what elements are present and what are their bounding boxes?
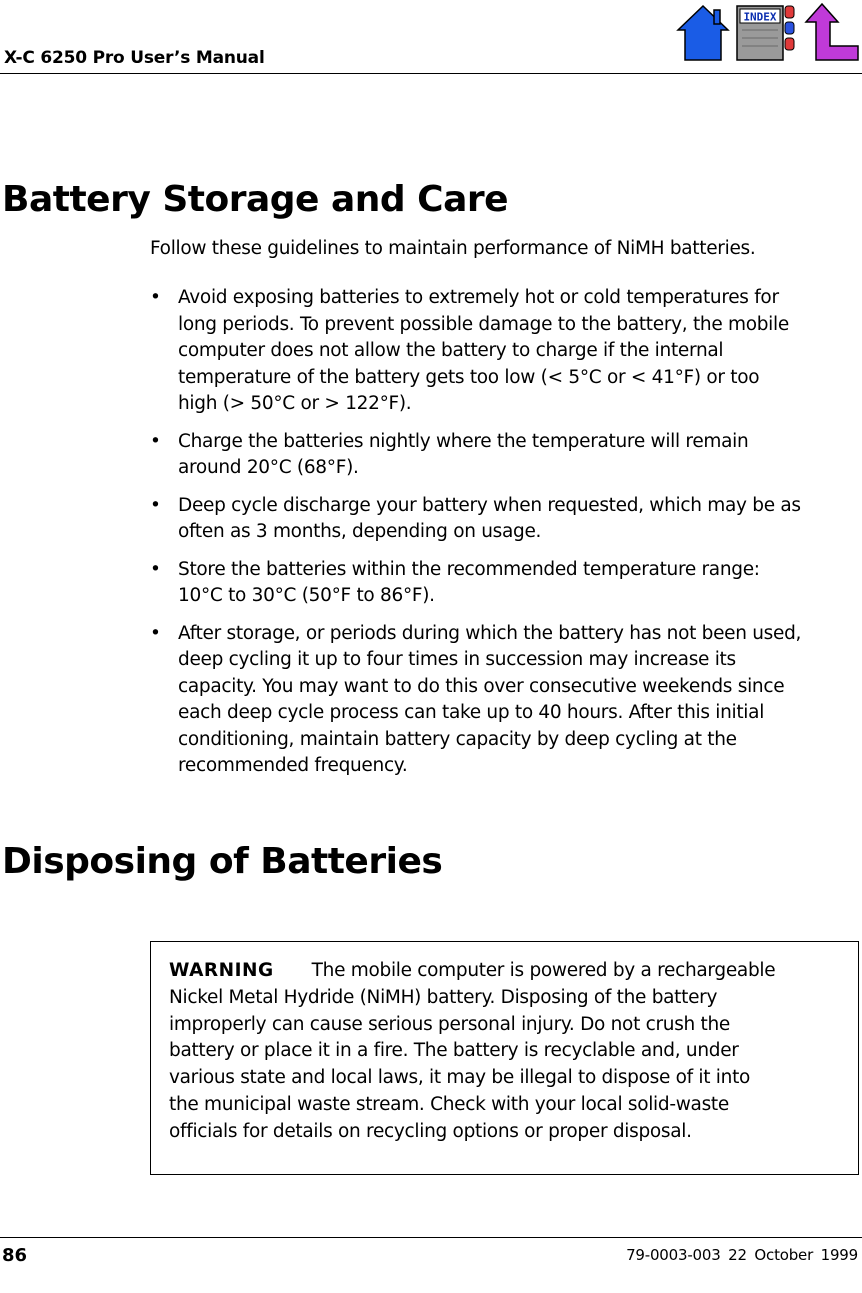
document-info: [626, 1246, 858, 1264]
storage-intro: Follow these guidelines to maintain performance of NiMH batteries.: [150, 238, 756, 259]
bullet-glyph: •: [150, 287, 161, 308]
bullet-glyph: •: [150, 494, 161, 516]
list-item: [150, 557, 862, 610]
bullet-glyph: •: [150, 622, 161, 644]
list-item-text: Charge the batteries nightly where the temperature will remain around 20°C (68°F).: [178, 430, 749, 478]
up-arrow-icon[interactable]: [804, 2, 860, 62]
document-number: 79-0003-003: [626, 1246, 721, 1264]
list-item-text: Deep cycle discharge your battery when requested, which may be as often as 3 months, depending on usage.: [178, 494, 801, 542]
list-item: [150, 621, 862, 780]
index-icon[interactable]: [736, 2, 796, 62]
index-icon-label: INDEX: [743, 10, 777, 24]
document-date: 22 October 1999: [728, 1246, 858, 1264]
list-item-text: Avoid exposing batteries to extremely hot or cold temperatures for long periods. To prevent possible damage to the battery, the mobile computer does not allow the battery to charge if the internal temperature of the battery gets too low (< 5°C or < 41°F) or too high (> 50°C or > 122°F).: [178, 287, 789, 414]
warning-text: The mobile computer is powered by a rechargeable Nickel Metal Hydride (NiMH) battery. Disposing of the battery improperly can cause serious personal injury. Do not crush the battery or place it in a fire. The battery is recyclable and, under various state and local laws, it may be illegal to dispose of it into the municipal waste stream. Check with your local solid-waste officials for details on recycling options or proper disposal.: [169, 960, 776, 1142]
navigation-icons: [676, 2, 862, 64]
bullet-glyph: •: [150, 430, 161, 452]
bullet-glyph: •: [150, 558, 161, 580]
warning-box: [150, 941, 859, 1175]
warning-paragraph: [169, 958, 849, 1146]
warning-label: WARNING: [169, 960, 274, 981]
storage-guidelines-list: [150, 285, 862, 791]
list-item: [150, 429, 862, 482]
home-icon[interactable]: [676, 2, 730, 62]
header-divider: [0, 73, 862, 74]
manual-title: X-C 6250 Pro User’s Manual: [4, 48, 265, 68]
page-number: 86: [2, 1245, 28, 1266]
storage-heading: Battery Storage and Care: [2, 179, 509, 220]
disposal-heading: Disposing of Batteries: [2, 841, 443, 882]
list-item-text: After storage, or periods during which the battery has not been used, deep cycling it up to four times in succession may increase its capacity. You may want to do this over consecutive weekends since each deep cycle process can take up to 40 hours. After this initial conditioning, maintain battery capacity by deep cycling at the recommended frequency.: [178, 622, 802, 776]
list-item-text: Store the batteries within the recommended temperature range: 10°C to 30°C (50°F to 86°F).: [178, 558, 760, 606]
list-item: [150, 285, 862, 418]
list-item: [150, 493, 862, 546]
footer-divider: [0, 1237, 862, 1238]
